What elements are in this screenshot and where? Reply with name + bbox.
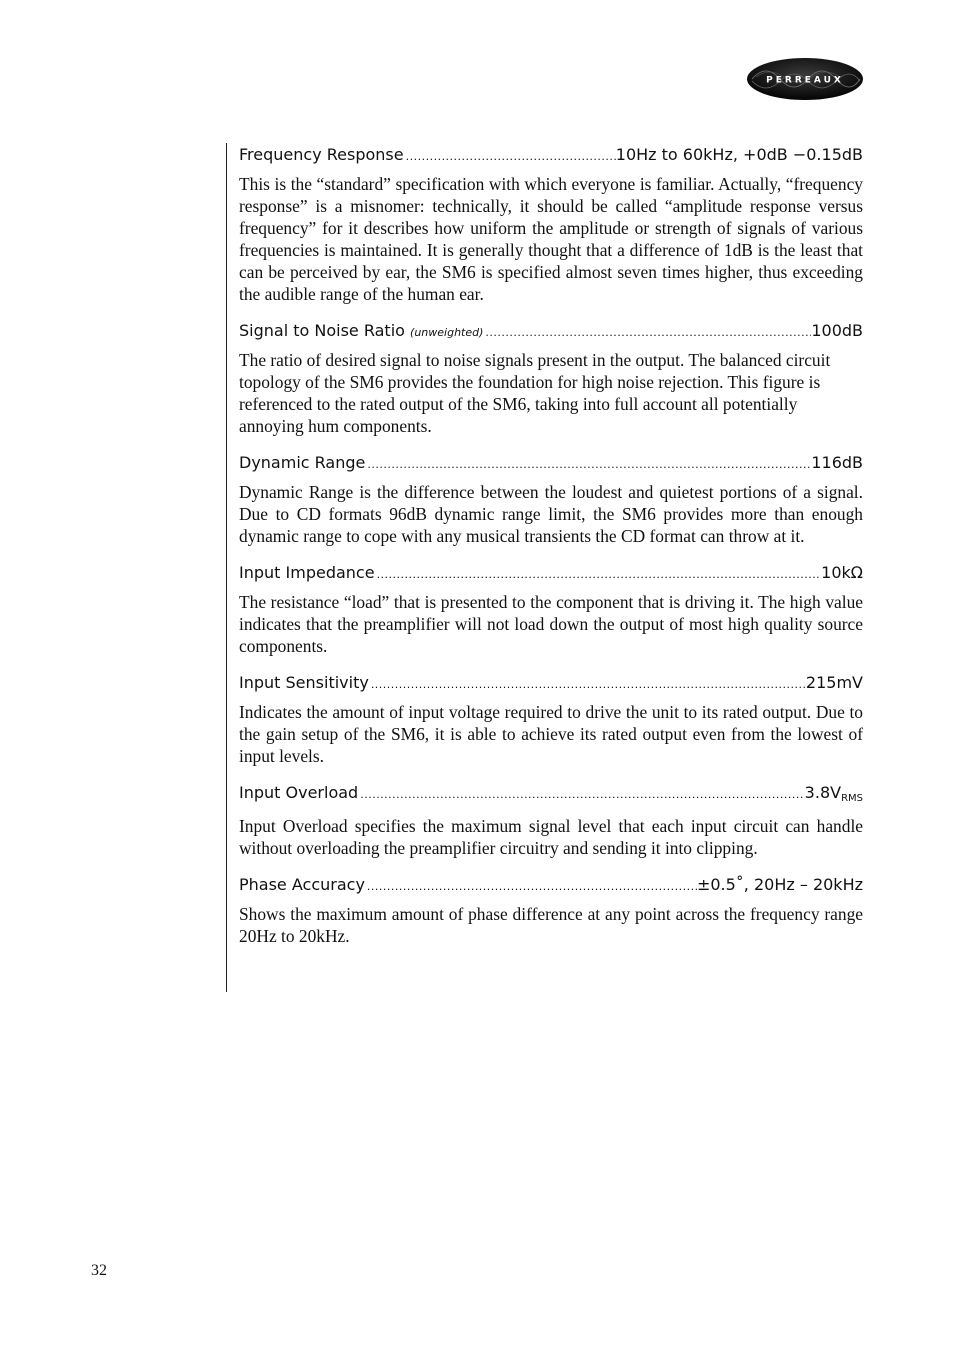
spec-value: 10Hz to 60kHz, +0dB −0.15dB bbox=[615, 145, 863, 164]
spec-input-impedance bbox=[239, 561, 863, 657]
spec-name: Phase Accuracy bbox=[239, 875, 365, 894]
spec-value-subscript: RMS bbox=[841, 793, 863, 804]
spec-qualifier: (unweighted) bbox=[410, 326, 484, 339]
perreaux-logo bbox=[746, 57, 864, 101]
spec-name: Input Impedance bbox=[239, 563, 375, 582]
spec-name-text: Signal to Noise Ratio bbox=[239, 321, 405, 340]
spec-heading bbox=[239, 671, 863, 697]
spec-description: Dynamic Range is the difference between the loudest and quietest portions of a signal. Due to CD formats 96dB dynamic range limit, the SM6 provides more than enough dynamic range to cope with any musical transients the CD format can throw at it. bbox=[239, 482, 863, 546]
spec-name bbox=[239, 319, 483, 345]
spec-description: This is the “standard” specification with which everyone is familiar. Actually, “frequency response” is a misnomer: technically, it should be called “amplitude response versus frequency” for it describes how uniform the amplitude or strength of signals of various frequencies is maintained. It is generally thought that a difference of 1dB is the least that can be perceived by ear, the SM6 is specified almost seven times higher, thus exceeding the audible range of the human ear. bbox=[239, 174, 863, 304]
spec-frequency-response bbox=[239, 143, 863, 305]
dot-leader bbox=[365, 875, 697, 899]
spec-input-sensitivity bbox=[239, 671, 863, 767]
spec-input-overload bbox=[239, 781, 863, 859]
spec-description: The ratio of desired signal to noise signals present in the output. The balanced circuit topology of the SM6 provides the foundation for high noise rejection. This figure is referenced to the rated output of the SM6, taking into full account all potentially annoying hum components. bbox=[239, 350, 831, 436]
dot-leader bbox=[358, 783, 804, 807]
content-margin-rule bbox=[226, 143, 227, 992]
spec-name: Input Sensitivity bbox=[239, 673, 369, 692]
dot-leader bbox=[369, 673, 806, 697]
spec-dynamic-range bbox=[239, 451, 863, 547]
spec-value bbox=[805, 781, 863, 811]
spec-value-main: 3.8V bbox=[804, 783, 842, 802]
spec-name: Input Overload bbox=[239, 783, 359, 802]
spec-value: 215mV bbox=[805, 673, 863, 692]
spec-name: Frequency Response bbox=[239, 145, 404, 164]
dot-leader bbox=[483, 321, 811, 345]
spec-list bbox=[239, 143, 863, 961]
spec-description: Input Overload specifies the maximum signal level that each input circuit can handle without overloading the preamplifier circuitry and sending it into clipping. bbox=[239, 816, 863, 858]
spec-heading bbox=[239, 873, 863, 899]
page-number: 32 bbox=[91, 1262, 107, 1279]
spec-heading bbox=[239, 781, 863, 811]
dot-leader bbox=[404, 145, 616, 169]
spec-heading bbox=[239, 319, 863, 345]
spec-heading bbox=[239, 143, 863, 169]
spec-signal-to-noise bbox=[239, 319, 863, 437]
spec-name: Dynamic Range bbox=[239, 453, 366, 472]
dot-leader bbox=[365, 453, 811, 477]
spec-heading bbox=[239, 561, 863, 587]
spec-description: The resistance “load” that is presented to the component that is driving it. The high value indicates that the preamplifier will not load down the output of most high quality source components. bbox=[239, 592, 863, 656]
logo-text: PERREAUX bbox=[766, 75, 844, 86]
spec-description: Shows the maximum amount of phase difference at any point across the frequency range 20Hz to 20kHz. bbox=[239, 904, 863, 946]
spec-value: 116dB bbox=[811, 453, 863, 472]
spec-value: 10kΩ bbox=[821, 563, 863, 582]
spec-phase-accuracy bbox=[239, 873, 863, 947]
spec-value: 100dB bbox=[811, 321, 863, 340]
spec-value: ±0.5˚, 20Hz – 20kHz bbox=[696, 875, 863, 894]
spec-heading bbox=[239, 451, 863, 477]
dot-leader bbox=[375, 563, 822, 587]
spec-description: Indicates the amount of input voltage required to drive the unit to its rated output. Due to the gain setup of the SM6, it is able to achieve its rated output even from the lowest of input levels. bbox=[239, 702, 863, 766]
